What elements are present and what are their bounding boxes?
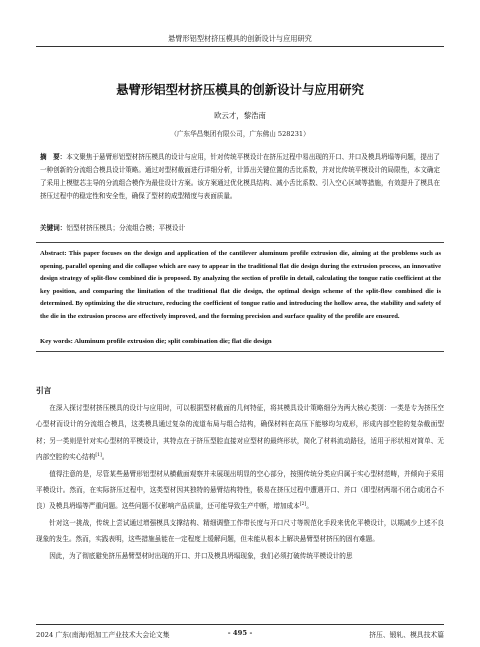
- keywords-en: [40, 338, 440, 345]
- running-header: 悬臂形铝型材挤压模具的创新设计与应用研究: [168, 34, 312, 43]
- body-text: [36, 400, 444, 564]
- paper-title: 悬臂形铝型材挤压模具的创新设计与应用研究: [116, 82, 364, 97]
- paragraph-text: 在深入探讨型材挤压模具的设计与应用时，可以根据型材截面的几何特征，将其模具设计策略细分为两大核心类别：一类是专为挤压空心型材而设计的分流组合模具，这类模具通过复杂的流道布局与组合结构，确保材料在高压下能够均匀成形，形成内部空腔的复杂截面型材；另一类则是针对实心型材的平模设计，其特点在于挤压型腔直接对应型材的最终形状，简化了材料流动路径，适用于形状相对简单、无内部空腔的实心结构: [36, 404, 444, 462]
- abstract-en-text: This paper focuses on the design and application of the cantilever aluminum profile extrusion die, aiming at the problems such as opening, parallel opening and die collapse which are easy to appear in the traditional flat die design during the extrusion process, an innovative design strategy of split-flow combined die is proposed. By analyzing the section of profile in detail, calculating the tongue ratio coefficient at the key position, and comparing the limitation of the traditional flat die design, the optimal design scheme of the split-flow combined die is determined. By optimizing the die structure, reducing the coefficient of tongue ratio and introducing the hollow area, the stability and safety of the die in the extrusion process are effectively improved, and the forming precision and surface quality of the profile are ensured.: [40, 250, 441, 320]
- authors: 欧云才，黎浩南: [214, 111, 266, 120]
- citation: [1]: [95, 453, 102, 459]
- keywords-cn-text: 铝型材挤压模具；分流组合模；平模设计: [66, 224, 186, 232]
- footer-section: 挤压、锻轧、模具技术篇: [369, 631, 444, 639]
- abstract-en: [40, 248, 441, 324]
- abstract-cn-label: 摘 要：: [40, 153, 67, 161]
- affiliation: （广东华昌集团有限公司，广东佛山 528231）: [170, 130, 310, 138]
- keywords-cn: [40, 222, 440, 232]
- body-paragraph: 针对这一挑战，传统上尝试通过增强模具支撑结构、精细调整工作带长度与开口尺寸等规范化手段来优化平模设计，以期减少上述不良现象的发生。然而，实践表明，这些措施虽能在一定程度上缓解问题，但未能从根本上解决悬臂型材挤压的固有难题。: [36, 518, 444, 544]
- keywords-en-text: Aluminum profile extrusion die; split combination die; flat die design: [74, 338, 272, 345]
- body-paragraph: [36, 466, 444, 515]
- keywords-en-label: Key words:: [40, 338, 73, 345]
- paragraph-text: 值得注意的是，尽管某些悬臂形铝型材从横截面观察并未展现出明显的空心部分，按照传统分类应归属于实心型材范畴，并倾向于采用平模设计。然而，在实际挤压过程中，这类型材因其独特的悬臂结构特性，极易在挤压过程中遭遇开口、并口（即型材两端不闭合或闭合不良）及模具坍塌等严重问题。这些问题不仅影响产品质量，还可能导致生产中断，增加成本: [36, 469, 444, 511]
- page-number: - 495 -: [227, 629, 253, 637]
- section-heading-introduction: 引言: [36, 386, 52, 395]
- paragraph-end: 。: [306, 502, 313, 511]
- abstract-en-label: Abstract:: [40, 250, 67, 257]
- keywords-cn-label: 关键词：: [40, 224, 67, 232]
- header-divider: [36, 46, 444, 47]
- footer-proceedings: 2024 广东(南海)铝加工产业技术大会论文集: [36, 631, 170, 639]
- body-paragraph: 因此，为了彻底避免挤压悬臂型材时出现的开口、并口及模具坍塌现象，我们必须打破传统平模设计的思: [49, 551, 353, 560]
- body-paragraph: [36, 400, 444, 466]
- citation: [2]: [299, 502, 307, 508]
- footer-divider: [36, 624, 444, 625]
- paragraph-end: 。: [101, 453, 109, 462]
- abstract-cn: [40, 151, 440, 203]
- abstract-cn-text: 本文聚焦于悬臂形铝型材挤压模具的设计与应用，针对传统平模设计在挤压过程中易出现的开口、并口及模具坍塌等问题，提出了一种创新的分流组合模具设计策略。通过对型材截面进行详细分析，计算出关键位置的舌比系数，并对比传统平模设计的局限性，本文确定了采用上模壁芯主导的分流组合模作为最佳设计方案。该方案通过优化模具结构、减小舌比系数、引入空心区域等措施，有效提升了模具在挤压过程中的稳定性和安全性，确保了型材的成型精度与表面质量。: [40, 153, 440, 201]
